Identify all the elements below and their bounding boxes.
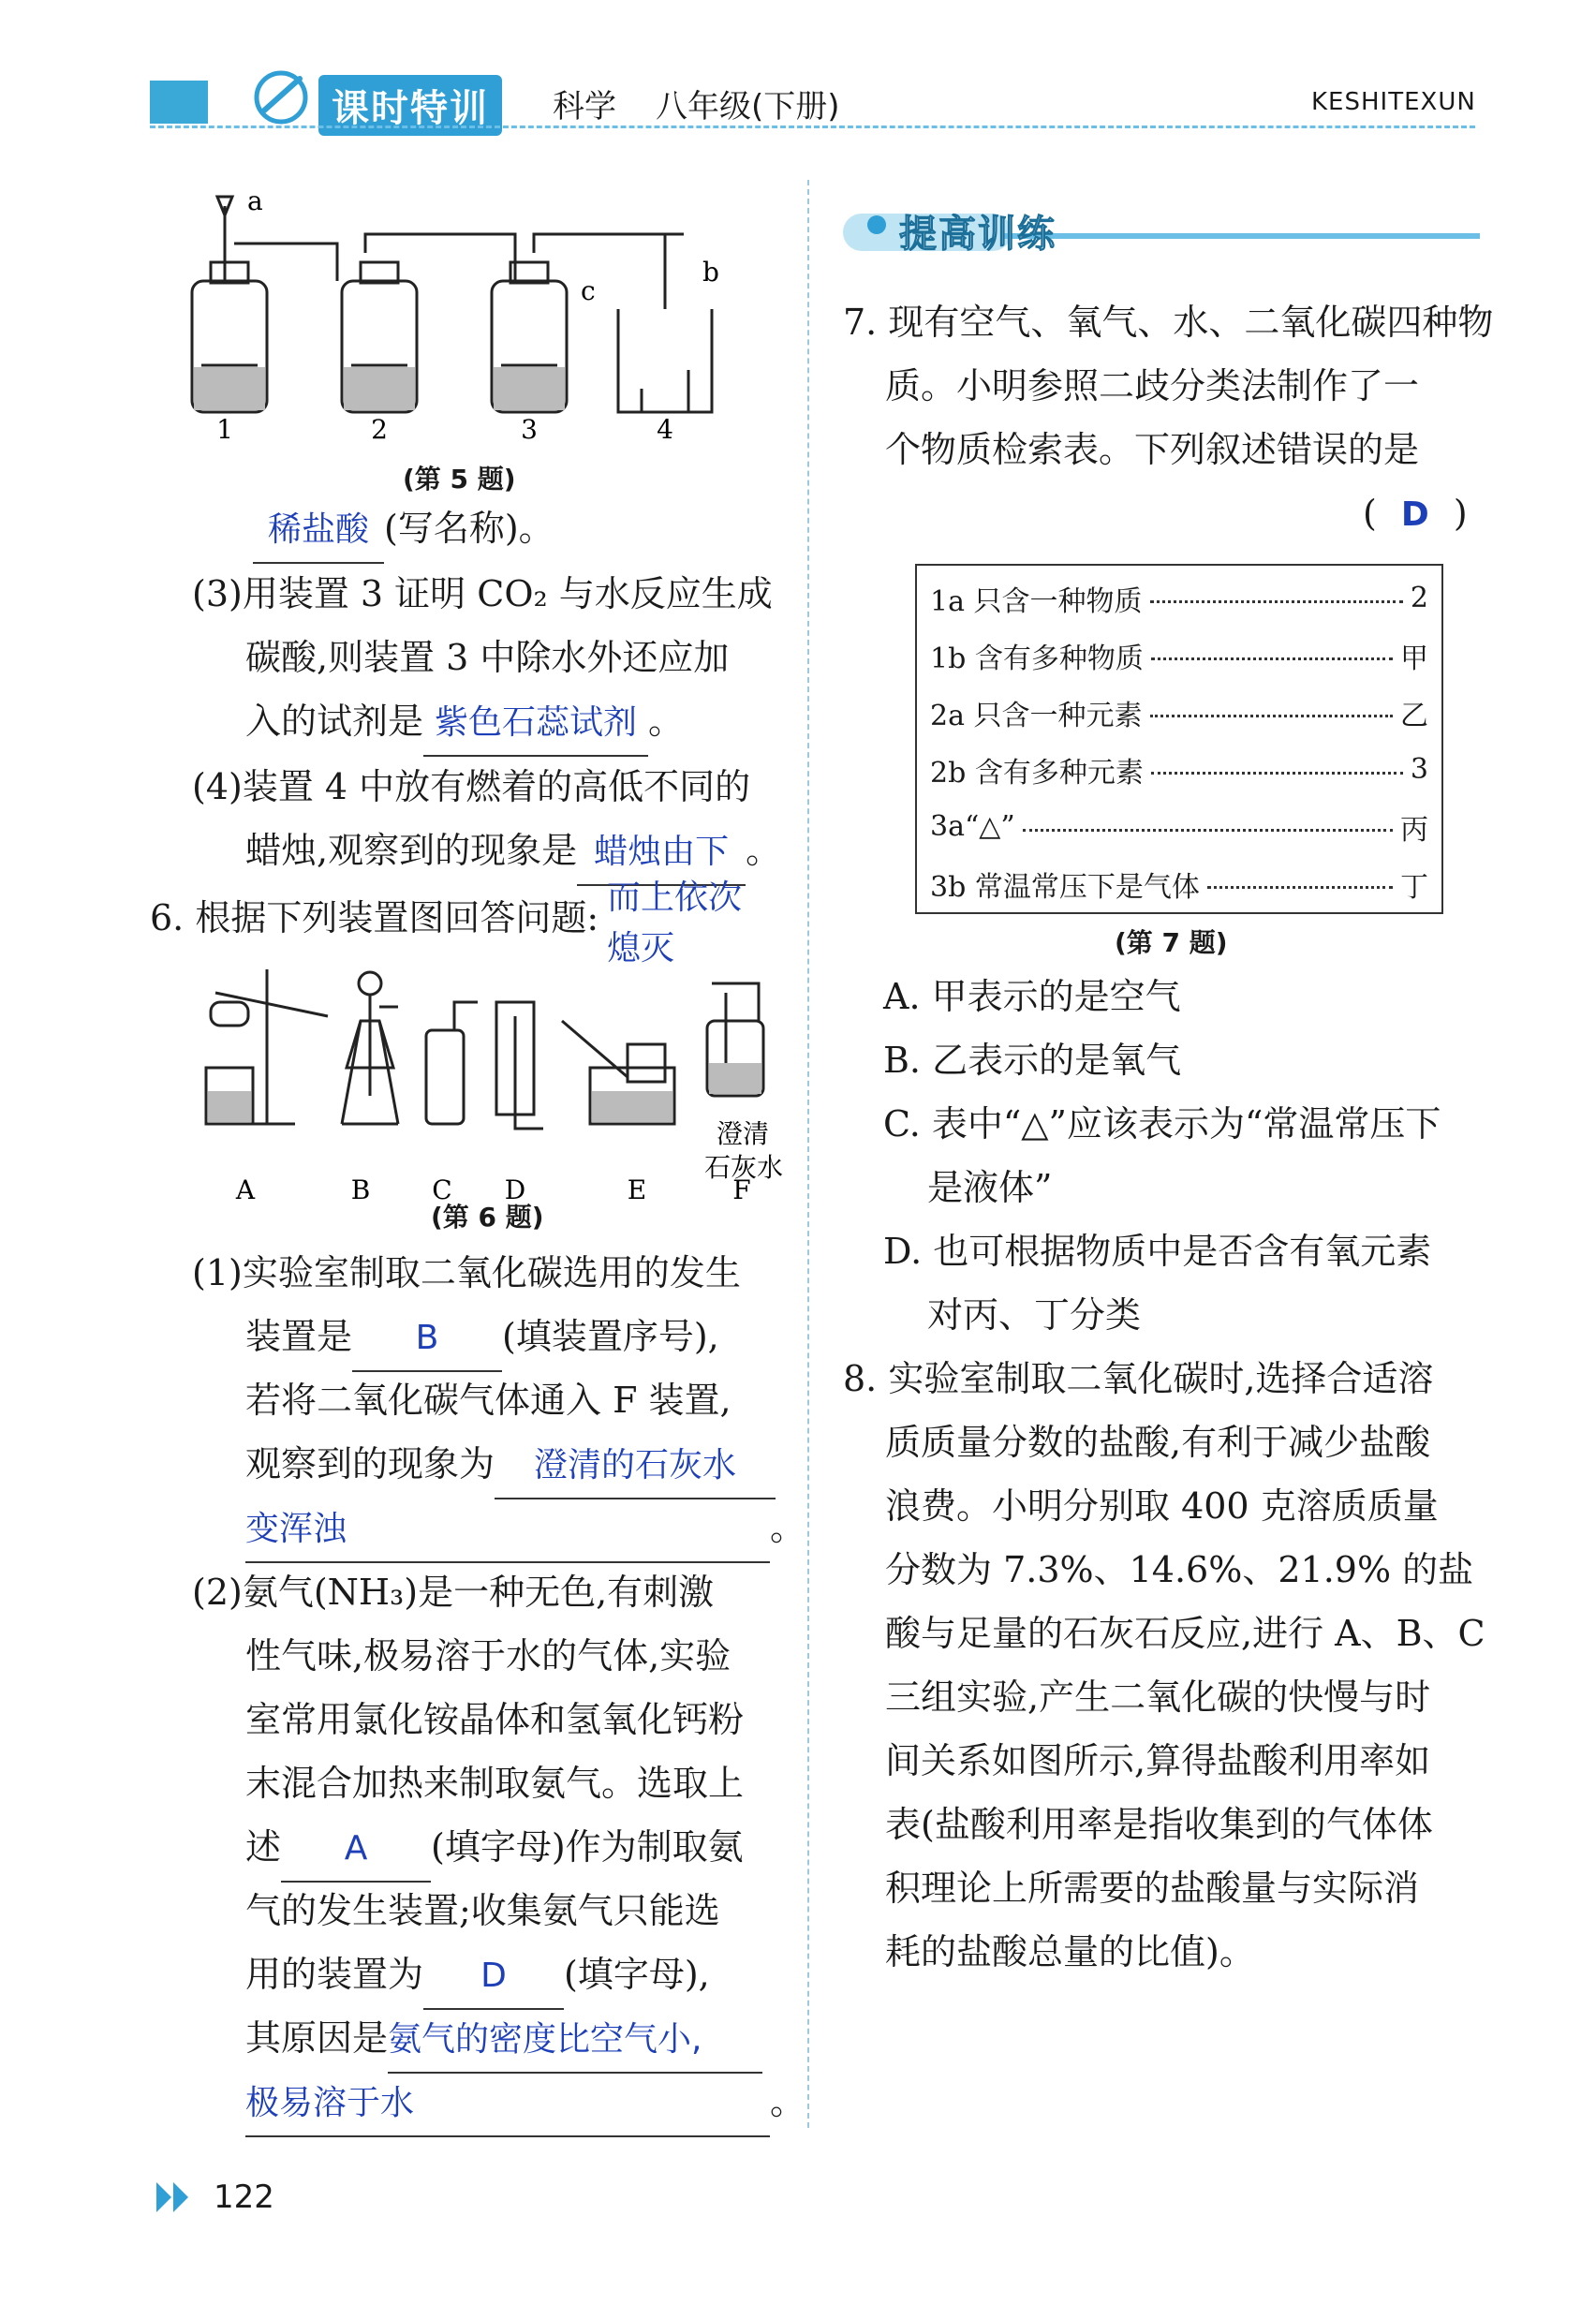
q6-p1-end: 。 [770,1507,806,1548]
q5-label-4: 4 [657,414,673,440]
q6-p2-line1: (2)氨气(NH₃)是一种无色,有刺激 [192,1572,715,1613]
q8-line10: 耗的盐酸总量的比值)。 [885,1931,1255,1972]
q5-p3-end: 。 [648,701,685,742]
q6-p2-line9 [245,2070,805,2137]
key-row [930,741,1428,798]
key-row-text: 2a 只含一种元素 [930,699,1143,732]
q6-label-e: E [627,1174,647,1205]
q5-label-a: a [247,187,263,216]
q6-p1-line4 [245,1432,776,1499]
key-row-value: 丁 [1400,870,1428,904]
q6-p2-answer3-a: 氨气的密度比空气小, [388,2008,762,2074]
q5-label-1: 1 [216,414,233,440]
q5-p4-end: 。 [746,830,782,871]
q7-option-c-line1: C. 表中“△”应该表示为“常温常压下 [883,1103,1441,1145]
q6-stem: 6. 根据下列装置图回答问题: [150,897,599,938]
q6-f-label-2: 石灰水 [704,1152,784,1183]
q8-line9: 积理论上所需要的盐酸量与实际消 [885,1868,1420,1909]
page-number: 122 [214,2178,274,2216]
pen-logo-icon [245,67,320,124]
q8-line2: 质质量分数的盐酸,有利于减少盐酸 [885,1422,1431,1463]
q6-p2-line2: 性气味,极易溶于水的气体,实验 [245,1635,732,1676]
q8-line4: 分数为 7.3%、14.6%、21.9% 的盐 [885,1549,1474,1590]
header-color-block [150,81,208,124]
section-title: 提高训练 [899,213,1057,256]
q6-p2-line7 [245,1942,710,2010]
key-row-text: 3b 常温常压下是气体 [930,870,1200,904]
key-row-value: 甲 [1400,642,1428,675]
q7-option-c-line2: 是液体” [927,1167,1053,1208]
q6-p1-line1: (1)实验室制取二氧化碳选用的发生 [192,1252,741,1293]
key-row-text: 1b 含有多种物质 [930,642,1144,675]
q5-p4-answer-1: 蜡烛由下 [577,820,746,886]
q6-f-label-1: 澄清 [717,1118,770,1149]
q5-p4-answer-2: 而上依次 [607,879,743,917]
q6-p1-line3: 若将二氧化碳气体通入 F 装置, [245,1380,732,1421]
key-row [930,684,1428,741]
q7-line1: 7. 现有空气、氧气、水、二氧化碳四种物 [843,302,1494,343]
key-row-text: 2b 含有多种元素 [930,756,1144,790]
q5-p4-line1: (4)装置 4 中放有燃着的高低不同的 [192,766,751,807]
q6-p2-line7-suffix: (填字母), [564,1954,710,1995]
q6-p2-line6: 气的发生装置;收集氨气只能选 [245,1890,720,1931]
q6-p2-line8-prefix: 其原因是 [245,2017,389,2059]
q5-name-suffix: (写名称)。 [384,508,554,549]
q6-p1-answer2-b: 变浑浊 [245,1498,770,1563]
q7-option-d-line1: D. 也可根据物质中是否含有氧元素 [883,1231,1432,1272]
q8-line1: 8. 实验室制取二氧化碳时,选择合适溶 [843,1358,1434,1399]
q6-p1-line5 [245,1496,805,1563]
q6-label-b: B [350,1174,371,1205]
q5-label-b: b [702,257,719,288]
q6-p1-prefix: 装置是 [245,1316,353,1357]
key-row-value: 乙 [1400,699,1428,732]
key-row-text: 3a“△” [930,810,1015,843]
q5-answer-name: 稀盐酸 [253,498,384,564]
q6-label-a: A [235,1174,256,1205]
key-row [930,569,1428,627]
brand-label: KESHITEXUN [1311,88,1476,116]
q6-p2-end: 。 [770,2081,806,2122]
subject-label: 科学 [553,88,616,126]
q7-answer-line [1363,481,1468,547]
key-row [930,855,1428,912]
key-row-value: 3 [1410,753,1428,786]
q6-p1-answer2-a: 澄清的石灰水 [495,1434,776,1499]
q8-line3: 浪费。小明分别取 400 克溶质质量 [885,1485,1439,1527]
q6-label-c: C [432,1174,452,1205]
q8-line8: 表(盐酸利用率是指收集到的气体体 [885,1804,1433,1845]
q6-p1-suffix: (填装置序号), [502,1316,719,1357]
q6-p1-line2 [245,1305,719,1372]
q6-label-d: D [504,1174,526,1205]
q7-answer: D [1400,495,1429,534]
q5-p3-answer: 紫色石蕊试剂 [423,691,648,757]
header-divider [150,126,1475,128]
q6-p2-answer3-b: 极易溶于水 [245,2072,770,2137]
q6-p2-line7-prefix: 用的装置为 [245,1954,424,1995]
q6-p2-line8 [245,2006,762,2074]
q8-line5: 酸与足量的石灰石反应,进行 A、B、C [885,1613,1485,1654]
q7-paren-open: ( [1363,493,1377,534]
q6-p2-line5-prefix: 述 [245,1826,282,1868]
q5-caption: (第 5 题) [403,464,516,495]
q8-line6: 三组实验,产生二氧化碳的快慢与时 [885,1676,1431,1718]
double-chevron-icon [155,2178,201,2216]
q5-label-2: 2 [371,414,388,440]
q6-p1-line4-prefix: 观察到的现象为 [245,1443,495,1484]
q5-p3-line3 [245,689,684,757]
q6-p2-line5-suffix: (填字母)作为制取氨 [431,1826,744,1868]
q5-p3-prefix: 入的试剂是 [245,701,424,742]
q7-paren-close: ) [1453,493,1468,534]
q6-p2-answer2: D [423,1944,564,2010]
key-row-value: 丙 [1400,813,1428,847]
q7-option-d-line2: 对丙、丁分类 [927,1294,1142,1336]
grade-label: 八年级(下册) [656,88,840,126]
q6-p2-line5 [245,1815,744,1883]
key-row [930,627,1428,684]
q5-label-3: 3 [521,414,538,440]
q5-p4-answer-3: 熄灭 [607,929,675,967]
q7-line2: 质。小明参照二歧分类法制作了一 [885,365,1420,406]
series-title: 课时特训 [318,75,502,136]
q6-p2-line3: 室常用氯化铵晶体和氢氧化钙粉 [245,1699,745,1740]
q6-p2-answer1: A [281,1817,431,1883]
q7-caption: (第 7 题) [1115,927,1228,958]
q7-option-a: A. 甲表示的是空气 [883,976,1181,1017]
q5-label-c: c [581,275,596,306]
q6-caption: (第 6 题) [431,1202,544,1233]
q5-p3-line1: (3)用装置 3 证明 CO₂ 与水反应生成 [192,573,773,614]
q5-name-line [253,496,554,564]
q7-option-b: B. 乙表示的是氧气 [883,1040,1182,1081]
q6-p2-line4: 末混合加热来制取氨气。选取上 [245,1763,745,1804]
q7-key-table [915,564,1443,914]
key-row [930,798,1428,855]
key-row-value: 2 [1410,582,1428,614]
q6-label-f: F [732,1174,751,1205]
q8-line7: 间关系如图所示,算得盐酸利用率如 [885,1740,1431,1781]
q5-p4-prefix: 蜡烛,观察到的现象是 [245,830,578,871]
q6-apparatus-figure [187,965,787,1208]
q6-p1-answer: B [352,1307,502,1372]
q5-p3-line2: 碳酸,则装置 3 中除水外还应加 [245,637,730,678]
column-divider [807,180,809,2128]
key-row-text: 1a 只含一种物质 [930,584,1143,618]
q7-line3: 个物质检索表。下列叙述错误的是 [885,429,1420,470]
q5-apparatus-figure [178,187,759,440]
